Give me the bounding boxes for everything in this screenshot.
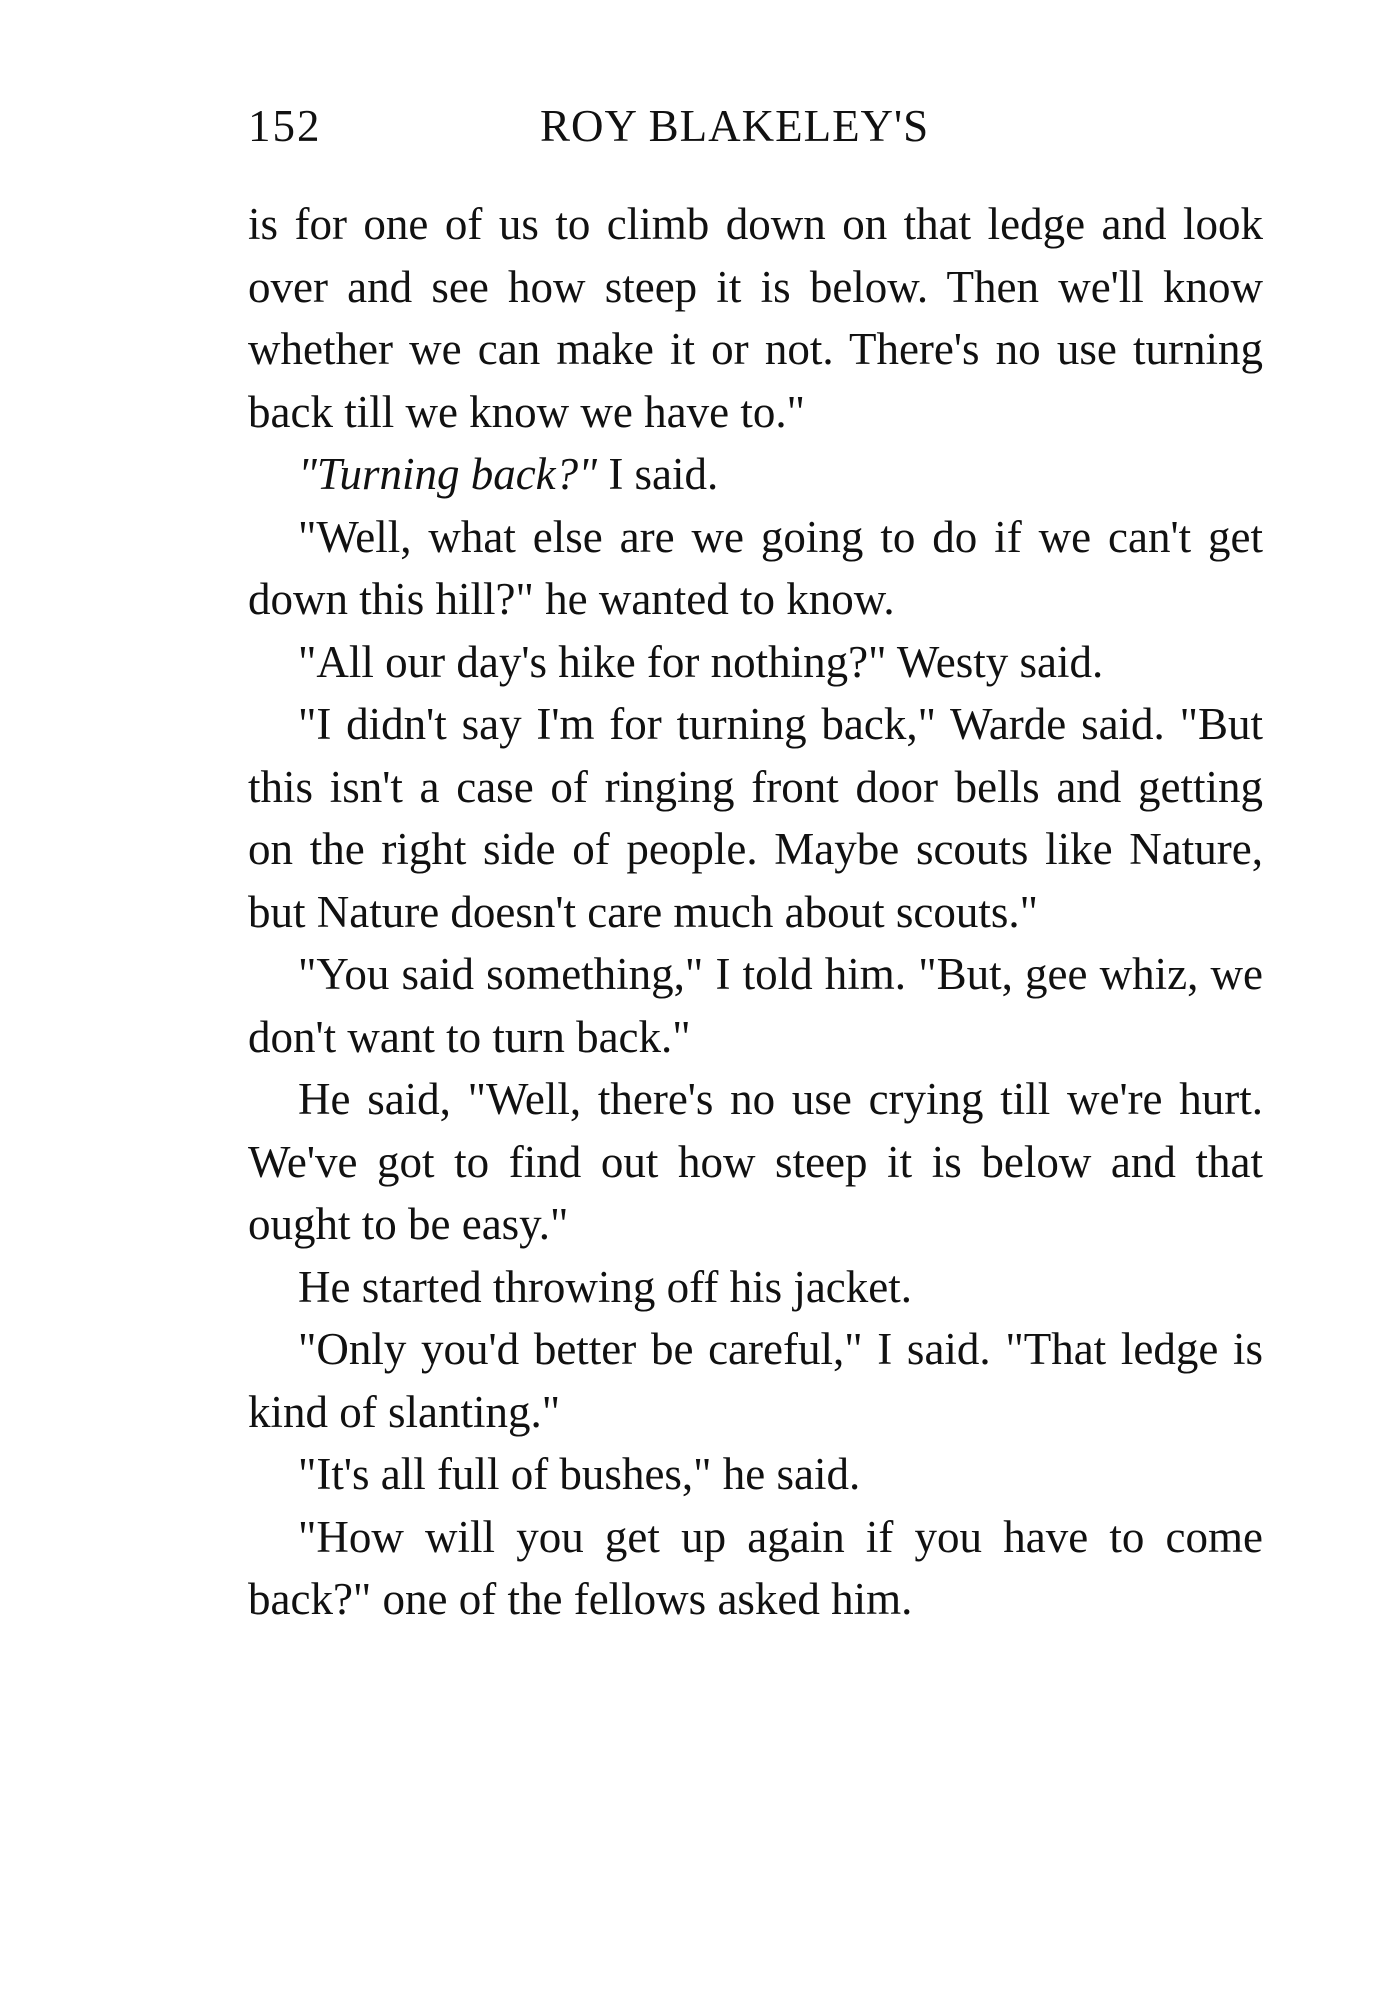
body-text	[248, 193, 1263, 1631]
paragraph	[248, 443, 1263, 506]
running-head	[248, 96, 1263, 156]
paragraph: "How will you get up again if you have to come back?" one of the fellows asked him.	[248, 1511, 1263, 1624]
paragraph: "I didn't say I'm for turning back," Warde said. "But this isn't a case of ringing front door bells and getting on the right side of people. Maybe scouts like Nature, but Nature doesn't care much about scouts."	[248, 699, 1263, 937]
paragraph: "It's all full of bushes," he said.	[298, 1449, 861, 1499]
page-number: 152	[248, 101, 322, 151]
paragraph-text: I said.	[608, 449, 719, 499]
paragraph: He started throwing off his jacket.	[298, 1261, 913, 1312]
italic-quote: "Turning back?"	[298, 449, 598, 499]
paragraph: "Well, what else are we going to do if we can't get down this hill?" he wanted to know.	[248, 511, 1263, 624]
paragraph: is for one of us to climb down on that ledge and look over and see how steep it is below. Then we'll know whether we can make it or not. There's no use turning back till we know we have to."	[248, 199, 1263, 437]
paragraph: "You said something," I told him. "But, gee whiz, we don't want to turn back."	[248, 949, 1263, 1062]
paragraph: "All our day's hike for nothing?" Westy said.	[298, 636, 1104, 687]
paragraph: He said, "Well, there's no use crying till we're hurt. We've got to find out how steep it is below and that ought to be easy."	[248, 1074, 1263, 1249]
running-title: ROY BLAKELEY'S	[540, 101, 930, 151]
paragraph: "Only you'd better be careful," I said. "That ledge is kind of slanting."	[248, 1324, 1263, 1437]
